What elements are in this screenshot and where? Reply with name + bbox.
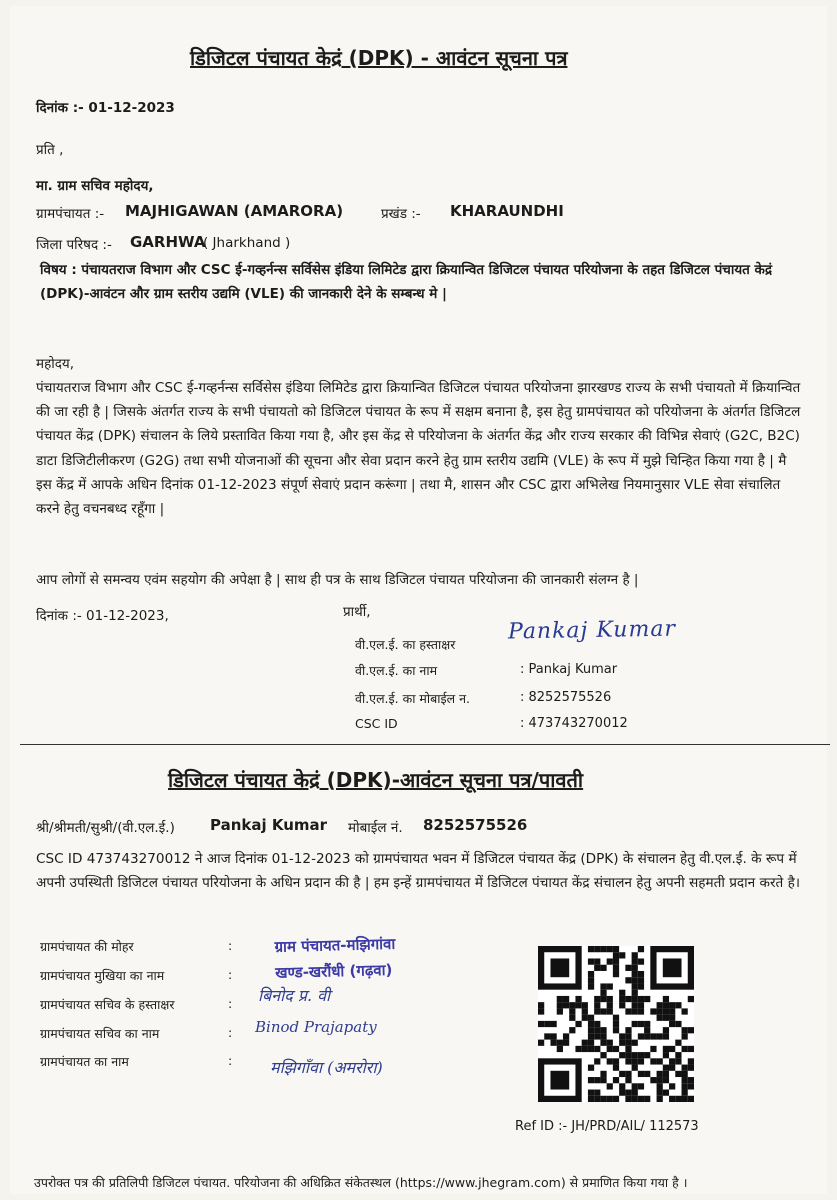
prarthi-label: प्रार्थी, bbox=[343, 604, 371, 620]
field-colon: : bbox=[228, 996, 233, 1011]
vle-mobile-value: : 8252575526 bbox=[520, 690, 612, 705]
field-label-mukhiya: ग्रामपंचायत मुखिया का नाम bbox=[40, 968, 165, 983]
csc-id-label: CSC ID bbox=[355, 716, 398, 731]
ref-id: Ref ID :- JH/PRD/AIL/ 112573 bbox=[515, 1119, 699, 1134]
vle-name-value: : Pankaj Kumar bbox=[520, 662, 618, 677]
section-divider bbox=[20, 744, 830, 745]
gram-label: ग्रामपंचायत :- bbox=[36, 206, 105, 222]
date-line: दिनांक :- 01-12-2023 bbox=[36, 100, 175, 116]
footer-note: उपरोक्त पत्र की प्रतिलिपी डिजिटल पंचायत. परियोजना की अधिक्रित संकेतस्थल (https://www.jhegram.com) से प्रमाणित किया गया है । bbox=[34, 1175, 688, 1190]
gram-value: MAJHIGAWAN (AMARORA) bbox=[125, 202, 344, 220]
subject-paragraph: विषय : पंचायतराज विभाग और CSC ई-गव्हर्नन्स सर्विसेस इंडिया लिमिटेड द्वारा क्रियान्वित डिजिटल पंचायत परियोजना के तहत डिजिटल पंचायत केद्रं (DPK)-आवंटन और ग्राम स्तरीय उद्यमि (VLE) की जानकारी देने के सम्बन्ध मे | bbox=[40, 262, 773, 302]
receipt-prefix: श्री/श्रीमती/सुश्री/(वी.एल.ई.) bbox=[36, 820, 175, 836]
receipt-body: CSC ID 473743270012 ने आज दिनांक 01-12-2023 को ग्रामपंचायत भवन में डिजिटल पंचायत केंद्र (DPK) के संचालन हेतु वी.एल.ई. के रूप में अपनी उपस्थिती डिजिटल पंचायत परियोजना के अधिन प्रदान की है | हम इन्हें ग्रामपंचायत में डिजिटल पंचायत केंद्र संचालन हेतु अपनी सहमती प्रदान करते है। bbox=[36, 851, 800, 891]
state-value: ( Jharkhand ) bbox=[203, 235, 291, 251]
secretary-signature: बिनोद प्र. वी bbox=[258, 986, 331, 1005]
panchayat-name-handwritten: मझिगाँवा (अमरोरा) bbox=[270, 1058, 383, 1077]
receipt-mobile: 8252575526 bbox=[423, 816, 528, 834]
letter-page bbox=[10, 6, 827, 1194]
vle-sign-label: वी.एल.ई. का हस्ताक्षर bbox=[355, 637, 456, 652]
csc-id-value: : 473743270012 bbox=[520, 716, 628, 731]
field-label-secretary-name: ग्रामपंचायत सचिव का नाम bbox=[40, 1026, 160, 1041]
page-title: डिजिटल पंचायत केद्रं (DPK) - आवंटन सूचना पत्र bbox=[190, 46, 568, 70]
prati-label: प्रति , bbox=[36, 142, 64, 158]
vle-mobile-label: वी.एल.ई. का मोबाईल न. bbox=[355, 691, 471, 706]
field-label-panchayat-name: ग्रामपंचायत का नाम bbox=[40, 1054, 129, 1069]
field-colon: : bbox=[228, 938, 233, 953]
qr-code bbox=[538, 946, 694, 1102]
prakhand-value: KHARAUNDHI bbox=[450, 202, 564, 220]
closing-paragraph: आप लोगों से समन्वय एवंम सहयोग की अपेक्षा है | साथ ही पत्र के साथ डिजिटल पंचायत परियोजना की जानकारी संलग्न है | bbox=[36, 572, 639, 588]
date-bottom: दिनांक :- 01-12-2023, bbox=[36, 608, 169, 624]
field-colon: : bbox=[228, 967, 233, 982]
secretary-name-handwritten: Binod Prajapaty bbox=[255, 1018, 377, 1036]
field-label-secretary-sign: ग्रामपंचायत सचिव के हस्ताक्षर bbox=[40, 997, 175, 1012]
salutation: महोदय, bbox=[36, 356, 75, 372]
field-colon: : bbox=[228, 1025, 233, 1040]
body-paragraph: पंचायतराज विभाग और CSC ई-गव्हर्नन्स सर्विसेस इंडिया लिमिटेड द्वारा क्रियान्वित डिजिटल पंचायत परियोजना झारखण्ड राज्य के सभी पंचायतो में क्रियान्वित की जा रही है | जिसके अंतर्गत राज्य के सभी पंचायतो को डिजिटल पंचायत के रूप में सक्षम बनाना है, इस हेतु ग्रामपंचायत को परियोजना के अंतर्गत डिजिटल पंचायत केंद्र (DPK) संचालन के लिये प्रस्तावित किया गया है, और इस केंद्र से परियोजना के अंतर्गत केंद्र और राज्य सरकार की विभिन्न सेवाएं (G2C, B2C) डाटा डिजिटीलीकरण (G2G) तथा सभी योजनाओं की सूचना और सेवा प्रदान करने हेतु ग्राम स्तरीय उद्यमि (VLE) के रूप में मुझे चिन्हित किया गया है | मै इस केंद्र में आपके अधिन दिनांक 01-12-2023 संपूर्ण सेवाएं प्रदान करूंगा | तथा मै, शासन और CSC द्वारा अभिलेख नियमानुसार VLE सेवा संचालित करने हेतु वचनबध्द रहूँगा | bbox=[36, 380, 801, 518]
field-label-stamp: ग्रामपंचायत की मोहर bbox=[40, 939, 134, 954]
recipient-line: मा. ग्राम सचिव महोदय, bbox=[36, 178, 154, 194]
district-value: GARHWA bbox=[130, 233, 206, 251]
stamp-line-2: खण्ड-खरौंधी (गढ़वा) bbox=[275, 960, 393, 982]
prakhand-label: प्रखंड :- bbox=[381, 206, 421, 222]
stamp-line-1: ग्राम पंचायत-मझिगांवा bbox=[274, 934, 396, 956]
vle-name-label: वी.एल.ई. का नाम bbox=[355, 663, 438, 678]
receipt-title: डिजिटल पंचायत केद्रं (DPK)-आवंटन सूचना पत्र/पावती bbox=[168, 768, 584, 792]
field-colon: : bbox=[228, 1053, 233, 1068]
receipt-mobile-label: मोबाईल नं. bbox=[348, 820, 403, 836]
district-label: जिला परिषद :- bbox=[36, 237, 112, 253]
vle-signature: Pankaj Kumar bbox=[507, 616, 677, 645]
receipt-name: Pankaj Kumar bbox=[210, 816, 328, 834]
